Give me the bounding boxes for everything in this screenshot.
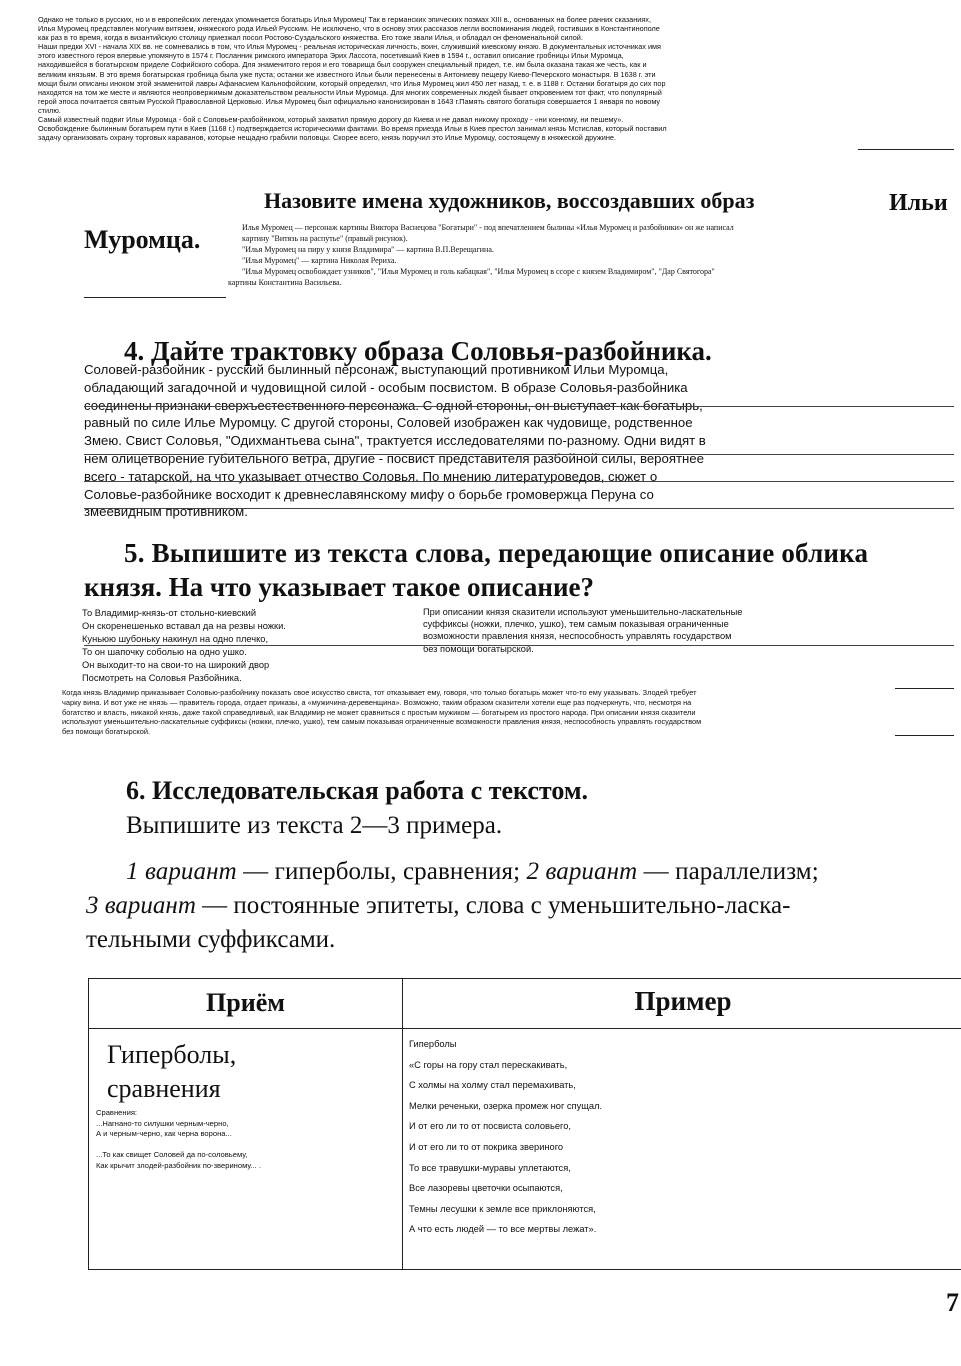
variant-3-label: 3 вариант	[86, 892, 196, 919]
answer-line	[84, 297, 226, 298]
answer-line	[895, 735, 954, 736]
intro-line: задачу организовать охрану торговых караванов, которые нещадно грабили половцы. Скорее всего, князь поручил это Илье Муромцу, состоящему в княжеской дружине.	[38, 133, 616, 143]
variant-1-label: 1 вариант	[126, 858, 237, 885]
q3-answer-line: "Илья Муромец" — картина Николая Рериха.	[242, 256, 397, 265]
intro-line: находятся на том же месте и являются неопровержимым доказательством реальности Ильи Муромца. Для многих современных людей бывает откровением тот факт, что популярный	[38, 87, 662, 97]
q4-answer-line: равный по силе Илье Муромцу. С другой стороны, Соловей изображен как чудовище, родственное	[84, 415, 693, 431]
hyperbole-line: И от его ли то от посвиста соловьего,	[409, 1121, 571, 1132]
q5-extra-line: чарку вина. И вот уже не князь — правитель города, отдает приказы, а «мужичина-деревенщина». Возможно, таким образом сказители хотели еще раз подчеркнуть, что, несмотря на	[62, 697, 692, 707]
q4-answer-line: всего - татарской, на что указывает отчество Соловья. По мнению литературоведов, сюжет о	[84, 468, 658, 484]
device-name-line: Гиперболы,	[107, 1040, 237, 1069]
q5-answer-line: При описании князя сказители используют уменьшительно-ласкательные	[423, 607, 743, 617]
q4-answer	[84, 361, 944, 521]
answer-line	[84, 645, 954, 646]
q3-heading-right: Ильи	[889, 190, 948, 216]
hyperbole-line: Мелки реченьки, озерка промеж ног спущал.	[409, 1100, 603, 1111]
poem-line: То Владимир-князь-от стольно-киевский	[82, 608, 257, 618]
table-column-divider	[402, 979, 403, 1269]
comparison-line	[96, 1140, 396, 1151]
intro-line: Илья Муромец представлен могучим витязем, княжеского рода Ильей Русским. Не исключено, что в основу этих рассказов легли воспоминания людей, гостивших в Константинополе	[38, 24, 660, 34]
example-cell	[409, 1034, 949, 1240]
q3-answer-line: картину "Витязь на распутье" (правый рисунок).	[242, 234, 408, 243]
q4-heading: 4. Дайте трактовку образа Соловья-разбойника.	[124, 336, 712, 366]
device-cell	[107, 1038, 397, 1106]
q4-answer-line: соединены признаки сверхъестественного персонажа. С одной стороны, он выступает как богатырь,	[84, 397, 703, 413]
q6-heading: 6. Исследовательская работа с текстом.	[126, 776, 589, 805]
q5-answer-line: возможности правления князя, неспособность управлять государством	[423, 631, 732, 642]
q5-extra-answer	[62, 688, 892, 737]
q5-extra-line: без помощи богатырской.	[62, 727, 151, 737]
poem-line: Он выходит-то на свои-то на широкий двор	[82, 660, 270, 670]
answer-line	[84, 454, 954, 455]
intro-line: как раз в то время, когда в византийскую столицу приезжал посол Ростово-Суздальского княжества. Его тоже звали Илья, и обладал он феноменальной силой.	[38, 33, 583, 43]
hyperbole-line: С холмы на холму стал перемахивать,	[409, 1080, 576, 1091]
q3-answer-line: "Илья Муромец на пиру у князя Владимира" — картина В.П.Верещагина.	[242, 245, 494, 254]
q3-answer	[228, 222, 948, 288]
poem-line: Он скоренешенько вставал да на резвы ножки.	[82, 621, 286, 631]
table-header-device: Приём	[206, 988, 285, 1017]
q5-answer-right	[423, 606, 843, 655]
q4-answer-line: Змею. Свист Соловья, "Одихмантьева сына", трактуется исследователями по-разному. Одни видят в	[84, 433, 706, 449]
q4-answer-line: змеевидным противником.	[84, 504, 248, 520]
answer-line	[84, 481, 954, 482]
q5-extra-line: используют уменьшительно-ласкательные суффиксы (ножки, плечко, ушко), тем самым показывая ограниченные возможности правления князя, неспособность управлять государством	[62, 717, 702, 727]
hyperbole-line: Все лазоревы цветочки осыпаются,	[409, 1183, 563, 1194]
table-header-example: Пример	[634, 986, 732, 1016]
q5-poem	[82, 607, 412, 685]
device-name-line: сравнения	[107, 1074, 221, 1103]
variant-3-text: — постоянные эпитеты, слова с уменьшительно-ласка-	[195, 892, 791, 919]
page-number: 7	[946, 1288, 959, 1317]
comparison-line: ...То как свищет Соловей да по-соловьему,	[96, 1150, 248, 1160]
q6-variants-line3: тельными суффиксами.	[86, 926, 336, 953]
intro-line: великим князьям. В это время богатырская гробница была уже пуста; останки же известного Ильи были перенесены в Антониеву пещеру Киево-Печерского монастыря. В 1638 г. эти	[38, 69, 656, 79]
poem-line: Куньюю шубоньку накинул на одно плечко,	[82, 634, 269, 644]
comparison-line: А и черным-черно, как черна ворона...	[96, 1129, 232, 1139]
q3-answer-line: "Илья Муромец освобождает узников", "Илья Муромец и голь кабацкая", "Илья Муромец в ссоре с князем Владимиром", "Дар Святогора"	[242, 267, 715, 276]
intro-line: Наши предки XVI - начала XIX вв. не сомневались в том, что Илья Муромец - реальная историческая личность, воин, служивший киевскому князю. В документальных источниках имя	[38, 42, 661, 52]
table-header-divider	[89, 1028, 961, 1029]
intro-line: Освобождение былинным богатырем пути в Киев (1168 г.) подтверждается историческими фактами. Во время приезда Ильи в Киев престол занимал князь Мстислав, который поставил	[38, 124, 667, 134]
q5-heading-line2: князя. На что указывает такое описание?	[84, 572, 595, 602]
intro-line: Однако не только в русских, но и в европейских легендах упоминается богатырь Илья Муромец! Так в германских эпических поэмах XIII в., основанных на более ранних сказаниях,	[38, 15, 651, 24]
q4-answer-line: Соловье-разбойнике восходит к древнеславянскому мифу о борьбе громовержца Перуна со	[84, 486, 654, 502]
q4-answer-line: обладающий загадочной и чудовищной силой - особым посвистом. В образе Соловья-разбойника	[84, 379, 688, 395]
answer-line	[858, 149, 954, 150]
q5-extra-line: Когда князь Владимир приказывает Соловью-разбойнику показать свое искусство свиста, тот отказывает ему, говоря, что только богатырь может что-то ему указывать. Злодей требует	[62, 688, 697, 697]
intro-line: герой эпоса почитается святым Русской Православной Церковью. Илья Муромец был официально канонизирован в 1643 г.Память святого богатыря совершается 1 января по новому	[38, 96, 661, 106]
hyperbole-line: То все травушки-муравы уплетаются,	[409, 1162, 571, 1173]
q5-heading-line1: 5. Выпишите из текста слова, передающие описание облика	[124, 538, 869, 568]
q5-extra-line: богатство и власть, никакой князь, даже такой справедливый, как Владимир не может сравниться с простым мужиком — богатырем из простого народа. При описании князя сказители	[62, 707, 696, 717]
hyperbole-line: И от его ли то от покрика звериного	[409, 1141, 564, 1152]
intro-line: Самый известный подвиг Ильи Муромца - бой с Соловьем-разбойником, который захватил прямую дорогу до Киева и не давал никому проходу - «ни конному, ни пешему».	[38, 115, 624, 125]
comparisons-label: Сравнения:	[96, 1108, 138, 1117]
intro-line: стилю.	[38, 105, 61, 115]
poem-line: То он шапочку соболью на одно ушко.	[82, 647, 247, 657]
q3-answer-line: Илья Муромец — персонаж картины Виктора Васнецова "Богатыри" - под впечатлением былины «Илья Муромец и разбойники» он же написал	[242, 223, 734, 232]
answer-line	[895, 688, 954, 689]
q3-heading-left: Муромца.	[84, 225, 201, 254]
comparisons-block	[96, 1108, 396, 1172]
intro-line: мощи были описаны иноком этой знаменитой лавры Афанасием Кальнофойским, который определил, что Илья Муромец жил 450 лет назад, т. е. в 1188 г. Останки богатыря до сих пор	[38, 78, 666, 88]
intro-line: находившейся в богатырском приделе Софийского собора. Для знаменитого героя и его товарища был сооружен специальный придел, т.е. им была оказана такая же честь, как и	[38, 60, 647, 70]
hyperbole-line: «С горы на гору стал перескакивать,	[409, 1059, 568, 1070]
comparison-line: ...Нагнано-то силушки черным-черно,	[96, 1118, 229, 1128]
hyperbole-label: Гиперболы	[409, 1039, 457, 1049]
q6-variants-line1	[126, 855, 961, 889]
variant-2-label: 2 вариант	[526, 858, 638, 885]
answer-line	[84, 406, 954, 407]
q5-answer-line: суффиксы (ножки, плечко, ушко), тем самым показывая ограниченные	[423, 619, 729, 630]
q5-answer-line: без помощи богатырской.	[423, 643, 534, 654]
q4-answer-line: Соловей-разбойник - русский былинный персонаж, выступающий противником Ильи Муромца,	[84, 362, 669, 377]
comparison-line: Как крычит злодей-разбойник по-звериному... .	[96, 1160, 261, 1170]
intro-text-block	[38, 15, 868, 142]
variant-1-text: — гиперболы, сравнения;	[236, 858, 527, 885]
intro-line: этого известного героя впервые упомянуто в 1574 г. Посланник римского императора Эрих Лассота, посетивший Киев в 1594 г., оставил описание гробницы Ильи Муромца,	[38, 51, 624, 61]
q6-variants-line2	[86, 889, 961, 923]
answer-table	[88, 978, 961, 1270]
poem-line: Посмотреть на Соловья Разбойника.	[82, 673, 242, 683]
hyperbole-line: Темны лесушки к земле все приклоняются,	[409, 1203, 596, 1214]
answer-line	[84, 508, 954, 509]
q3-answer-line: картины Константина Васильева.	[228, 278, 342, 287]
q3-heading: Назовите имена художников, воссоздавших образ	[264, 188, 755, 213]
q4-answer-line: нем олицетворение губительного ветра, другие - посвист представителя разбойной силы, вероятнее	[84, 450, 704, 466]
variant-2-text: — параллелизм;	[637, 858, 819, 885]
hyperbole-line: А что есть людей — то все мертвы лежат».	[409, 1224, 597, 1235]
q6-instruction: Выпишите из текста 2—3 примера.	[126, 812, 503, 839]
